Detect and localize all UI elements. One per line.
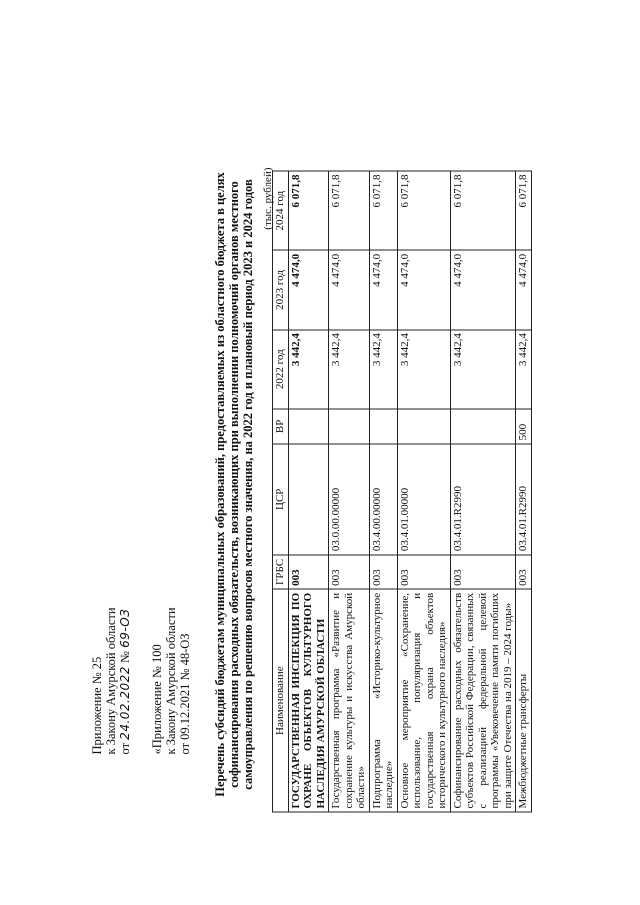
row-2023: 4 474,0 <box>450 250 516 329</box>
number-sign: № <box>118 651 132 663</box>
header-2024: 2024 год <box>273 171 289 250</box>
original-appendix-number: «Приложение № 100 <box>150 644 164 755</box>
row-vr: 500 <box>516 409 532 444</box>
row-name: Основное мероприятие «Сохранение, использование, популяризация и государственная охрана объектов исторического и культурного наследия» <box>397 589 450 812</box>
row-2022: 3 442,4 <box>516 330 532 409</box>
table-row <box>450 171 516 812</box>
row-name: ГОСУДАРСТВЕННАЯ ИНСПЕКЦИЯ ПО ОХРАНЕ ОБЪЕКТОВ КУЛЬТУРНОГО НАСЛЕДИЯ АМУРСКОЙ ОБЛАСТИ <box>288 589 329 812</box>
row-2024: 6 071,8 <box>329 171 370 250</box>
original-law-date: от 09.12.2021 № 48-ОЗ <box>178 633 192 755</box>
row-2022: 3 442,4 <box>288 330 329 409</box>
row-vr <box>329 409 370 444</box>
row-grbs: 003 <box>516 555 532 590</box>
header-csr: ЦСР <box>273 444 289 555</box>
row-2023: 4 474,0 <box>288 250 329 329</box>
appendix-law-date-line <box>118 455 132 755</box>
row-2023: 4 474,0 <box>516 250 532 329</box>
header-vr: ВР <box>273 409 289 444</box>
row-2024: 6 071,8 <box>288 171 329 250</box>
row-2023: 4 474,0 <box>329 250 370 329</box>
row-2023: 4 474,0 <box>397 250 450 329</box>
row-grbs: 003 <box>397 555 450 590</box>
row-name: Софинансирование расходных обязательств субъектов Российской Федерации, связанных с реализацией федеральной целевой программы «Увековечение памяти погибших при защите Отечества на 2019 – 2024 годы» <box>450 589 516 812</box>
table-row <box>369 171 397 812</box>
row-name: Подпрограмма «Историко-культурное наследие» <box>369 589 397 812</box>
units-label: (тыс. рублей) <box>262 167 274 230</box>
row-csr: 03.4.01.R2990 <box>450 444 516 555</box>
row-vr <box>450 409 516 444</box>
handwritten-date: 24.02.2022 <box>118 666 132 740</box>
header-grbs: ГРБС <box>273 555 289 590</box>
row-2022: 3 442,4 <box>450 330 516 409</box>
table-row <box>288 171 329 812</box>
row-grbs: 003 <box>329 555 370 590</box>
row-vr <box>397 409 450 444</box>
original-law-reference: к Закону Амурской области <box>164 607 178 755</box>
table-row <box>397 171 450 812</box>
header-2023: 2023 год <box>273 250 289 329</box>
header-2022: 2022 год <box>273 330 289 409</box>
date-prefix: от <box>118 742 132 755</box>
handwritten-law-number: 69-ОЗ <box>118 608 132 648</box>
appendix-header <box>90 455 192 755</box>
table-row <box>329 171 370 812</box>
row-2024: 6 071,8 <box>369 171 397 250</box>
appendix-law-reference: к Закону Амурской области <box>104 607 118 755</box>
row-csr: 03.4.00.00000 <box>369 444 397 555</box>
table-row <box>516 171 532 812</box>
document-title: Перечень субсидий бюджетам муниципальных образований, предоставляемых из областного бюджета в целях софинансирования расходных обязательств, возникающих при выполнении полномочий органов местного самоуправления по решению вопросов местного значения, на 2022 год и плановый период 2023 и 2024 годов <box>213 172 255 797</box>
row-2024: 6 071,8 <box>397 171 450 250</box>
appendix-number: Приложение № 25 <box>90 656 104 755</box>
table-header-row <box>273 171 289 812</box>
row-2024: 6 071,8 <box>516 171 532 250</box>
row-2022: 3 442,4 <box>397 330 450 409</box>
row-name: Межбюджетные трансферты <box>516 589 532 812</box>
row-2022: 3 442,4 <box>329 330 370 409</box>
row-csr: 03.4.01.00000 <box>397 444 450 555</box>
row-csr: 03.4.01.R2990 <box>516 444 532 555</box>
row-grbs: 003 <box>288 555 329 590</box>
header-name: Наименование <box>273 589 289 812</box>
row-grbs: 003 <box>450 555 516 590</box>
row-vr <box>288 409 329 444</box>
row-csr <box>288 444 329 555</box>
row-2022: 3 442,4 <box>369 330 397 409</box>
row-2023: 4 474,0 <box>369 250 397 329</box>
row-vr <box>369 409 397 444</box>
row-2024: 6 071,8 <box>450 171 516 250</box>
row-name: Государственная программа «Развитие и сохранение культуры и искусства Амурской области» <box>329 589 370 812</box>
row-csr: 03.0.00.00000 <box>329 444 370 555</box>
row-grbs: 003 <box>369 555 397 590</box>
subsidy-table <box>272 171 532 813</box>
